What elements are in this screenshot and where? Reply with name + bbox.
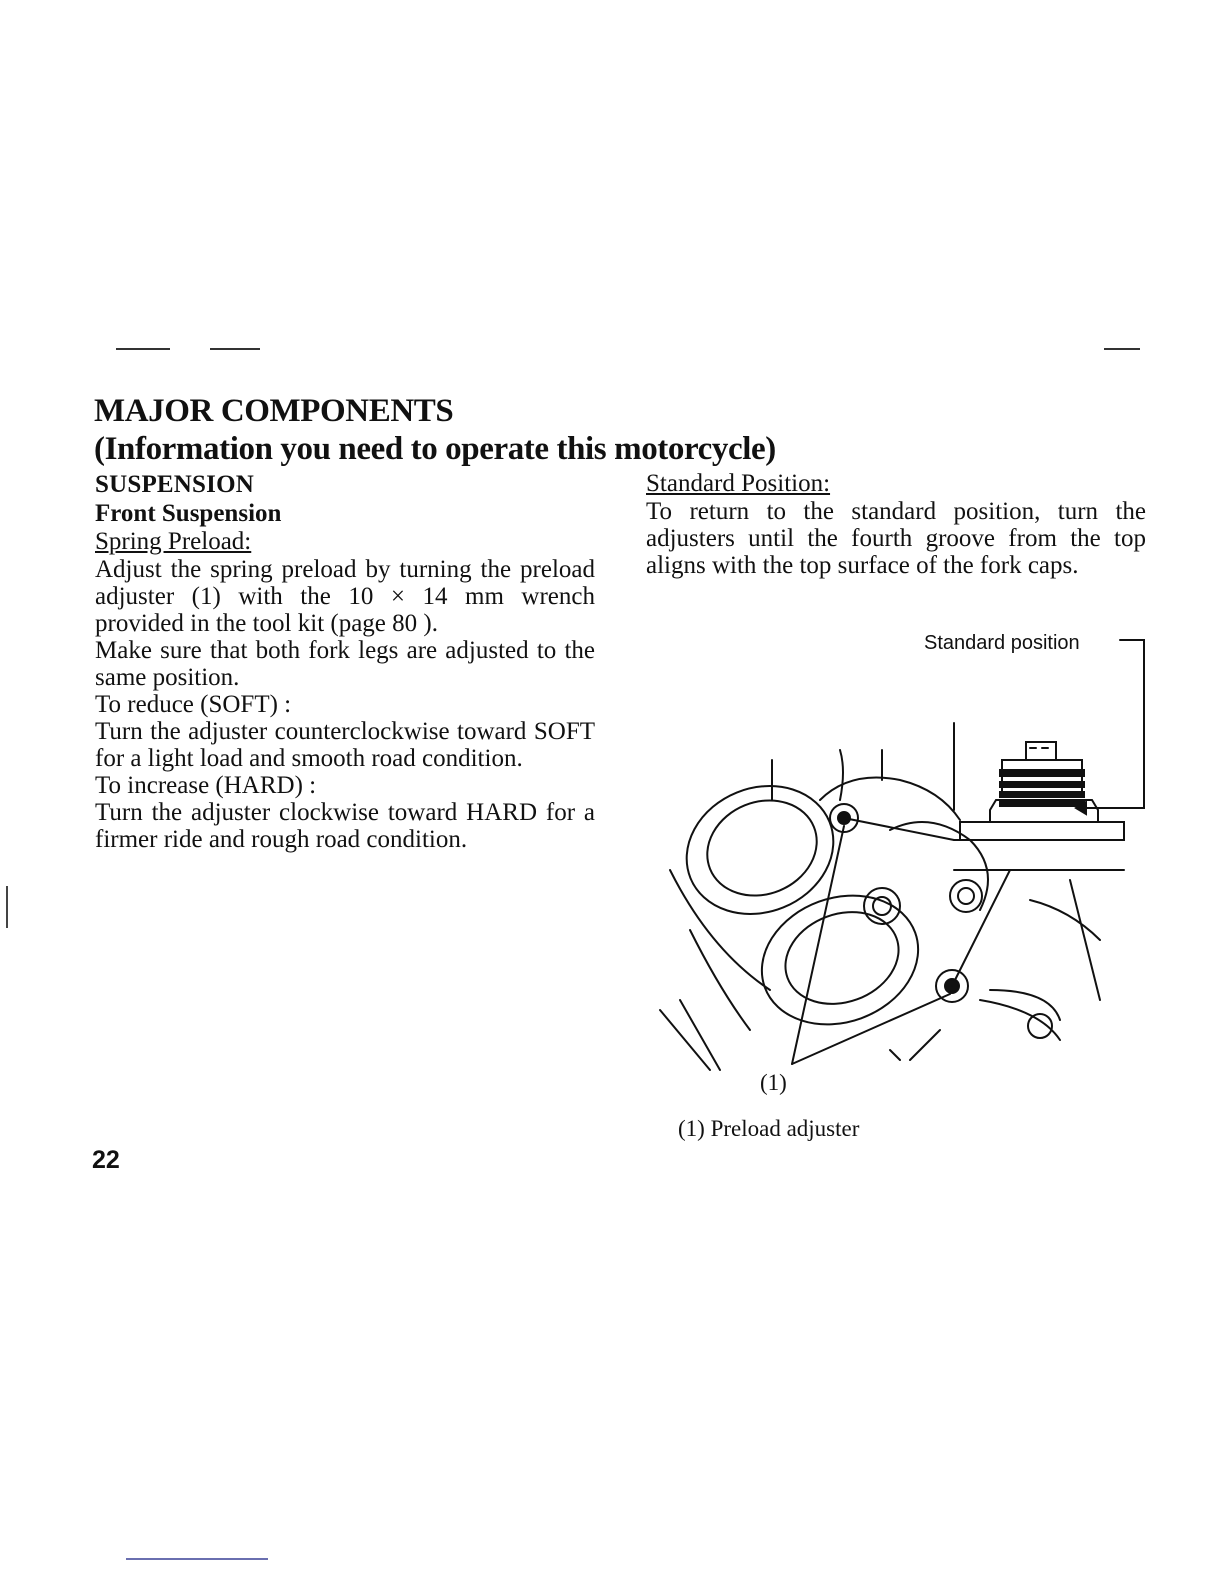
standard-position-label: Standard position (924, 632, 1080, 654)
bridge-bolt (950, 880, 982, 912)
adjuster-top (1026, 742, 1056, 760)
line-drawing (650, 630, 1150, 1080)
topic-heading-spring-preload: Spring Preload: (95, 528, 252, 555)
adjuster-groove-3 (1000, 792, 1084, 797)
standard-position-leader (1080, 640, 1144, 808)
subsection-heading: Front Suspension (95, 500, 282, 527)
brake-line (980, 990, 1060, 1040)
frame-line (660, 1000, 720, 1070)
steering-stem-nut (864, 888, 900, 924)
callout-line-left (792, 826, 844, 1064)
right-column (646, 470, 1146, 579)
topic-heading-standard-position: Standard Position: (646, 470, 831, 497)
callout-line-right (792, 994, 950, 1064)
title-line-1: MAJOR COMPONENTS (94, 393, 454, 429)
gauge-housing-line (670, 870, 770, 990)
page-number: 22 (92, 1146, 120, 1174)
page-title (94, 392, 776, 468)
paragraph-increase-heading: To increase (HARD) : (95, 772, 317, 799)
adjuster-groove-4 (1000, 801, 1084, 806)
left-gauge-inner (693, 784, 831, 911)
right-frame-lines (1030, 880, 1100, 1000)
callout-1: (1) (760, 1070, 787, 1095)
adjuster-groove-2 (1000, 782, 1084, 787)
right-gauge-outer (744, 874, 937, 1045)
paragraph-reduce: Turn the adjuster counterclockwise toward SOFT for a light load and smooth road condition. (95, 718, 595, 772)
fork-top-surface (960, 822, 1124, 840)
inset-leader-left (844, 818, 954, 840)
scan-artifact-line (116, 348, 170, 350)
scan-artifact-line (210, 348, 260, 350)
scan-artifact-line (1104, 348, 1140, 350)
adjuster-groove-1 (1000, 770, 1084, 776)
title-line-2: (Information you need to operate this motorcycle) (94, 431, 776, 467)
section-heading: SUSPENSION (95, 471, 254, 498)
paragraph-increase: Turn the adjuster clockwise toward HARD for a firmer ride and rough road condition. (95, 799, 595, 853)
paragraph-adjust: Adjust the spring preload by turning the preload adjuster (1) with the 10 × 14 mm wrench provided in the tool kit (page 80 ). (95, 556, 595, 637)
left-column (95, 470, 595, 853)
steering-stem-nut-inner (873, 897, 891, 915)
paragraph-standard-position: To return to the standard position, turn the adjusters until the fourth groove from the top aligns with the top surface of the fork caps. (646, 498, 1146, 579)
inset-leader-right (952, 870, 1010, 986)
paragraph-reduce-heading: To reduce (SOFT) : (95, 691, 292, 718)
bottom-rule (126, 1558, 268, 1560)
margin-mark (6, 886, 8, 928)
bridge-bolt-inner (958, 888, 974, 904)
preload-adjuster-illustration (650, 630, 1150, 1095)
lower-lines (890, 1030, 940, 1060)
figure-caption: (1) Preload adjuster (678, 1116, 860, 1141)
paragraph-both-legs: Make sure that both fork legs are adjusted to the same position. (95, 637, 595, 691)
